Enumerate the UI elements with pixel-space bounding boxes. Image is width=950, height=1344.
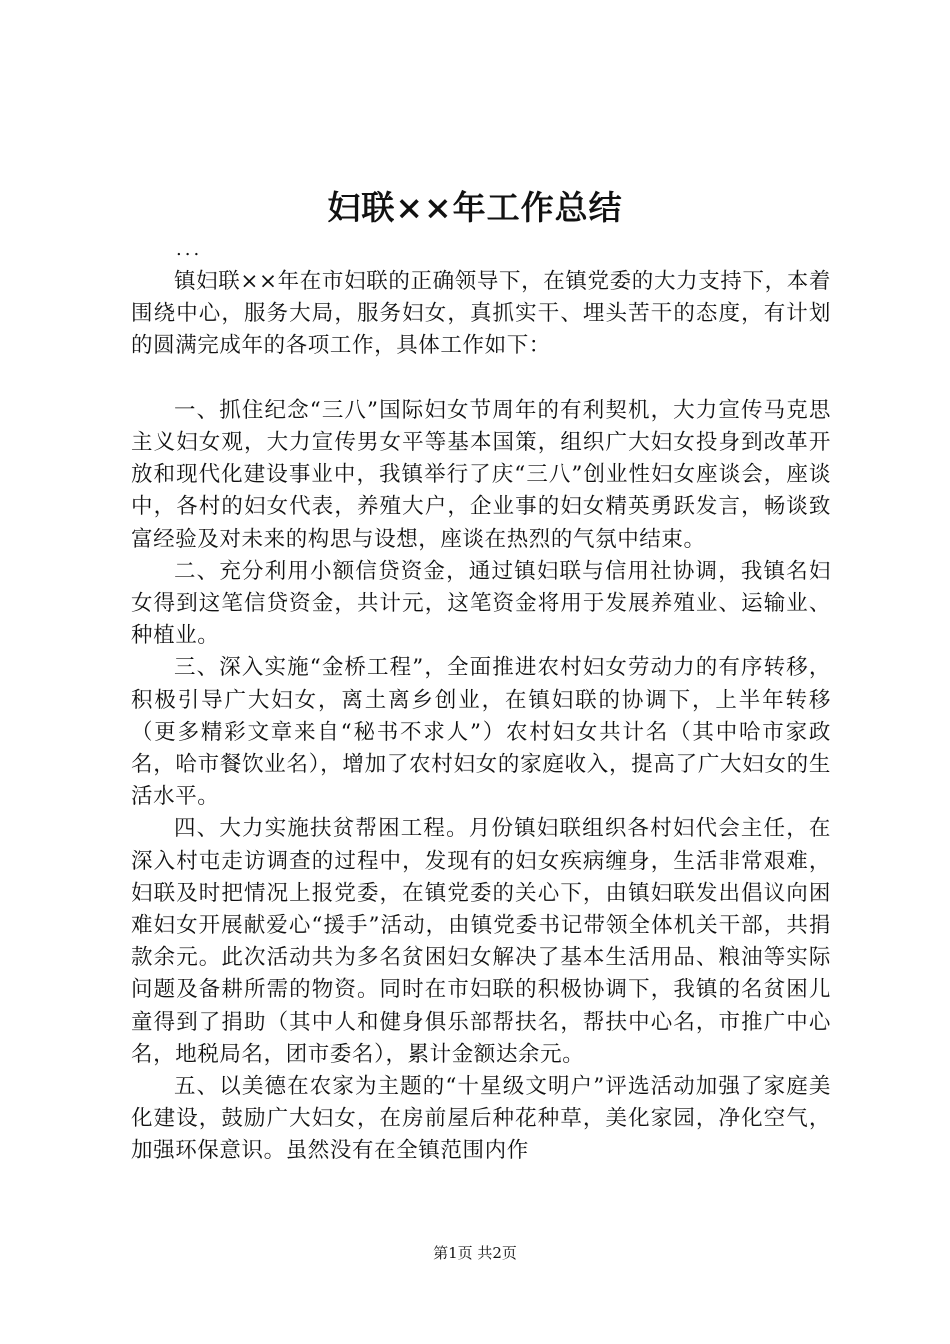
paragraph-section-1: 一、抓住纪念“三八”国际妇女节周年的有利契机，大力宣传马克思主义妇女观，大力宣传男女平等基本国策，组织广大妇女投身到改革开放和现代化建设事业中，我镇举行了庆“三八”创业性妇女座谈会，座谈中，各村的妇女代表，养殖大户，企业事的妇女精英勇跃发言，畅谈致富经验及对未来的构思与设想，座谈在热烈的气氛中结束。 — [131, 397, 831, 552]
ellipsis-marker: ... — [176, 239, 203, 260]
page-indicator: 第1页 共2页 — [433, 1244, 517, 1262]
document-body — [131, 266, 831, 1168]
paragraph-intro: 镇妇联××年在市妇联的正确领导下，在镇党委的大力支持下，本着围绕中心，服务大局，服务妇女，真抓实干、埋头苦干的态度，有计划的圆满完成年的各项工作，具体工作如下： — [131, 269, 831, 359]
paragraph-section-3: 三、深入实施“金桥工程”，全面推进农村妇女劳动力的有序转移，积极引导广大妇女，离土离乡创业，在镇妇联的协调下，上半年转移（更多精彩文章来自“秘书不求人”）农村妇女共计名（其中哈市家政名，哈市餐饮业名），增加了农村妇女的家庭收入，提高了广大妇女的生活水平。 — [131, 655, 831, 810]
document-title: 妇联××年工作总结 — [327, 188, 623, 227]
paragraph-spacer — [131, 363, 831, 395]
paragraph-section-5: 五、以美德在农家为主题的“十星级文明户”评选活动加强了家庭美化建设，鼓励广大妇女，在房前屋后种花种草，美化家园，净化空气，加强环保意识。虽然没有在全镇范围内作 — [131, 1074, 831, 1164]
paragraph-section-4: 四、大力实施扶贫帮困工程。月份镇妇联组织各村妇代会主任，在深入村屯走访调查的过程中，发现有的妇女疾病缠身，生活非常艰难，妇联及时把情况上报党委，在镇党委的关心下，由镇妇联发出倡议向困难妇女开展献爱心“援手”活动，由镇党委书记带领全体机关干部，共捐款余元。此次活动共为多名贫困妇女解决了基本生活用品、粮油等实际问题及备耕所需的物资。同时在市妇联的积极协调下，我镇的名贫困儿童得到了捐助（其中人和健身俱乐部帮扶名，帮扶中心名，市推广中心名，地税局名，团市委名），累计金额达余元。 — [131, 816, 831, 1067]
paragraph-section-2: 二、充分利用小额信贷资金，通过镇妇联与信用社协调，我镇名妇女得到这笔信贷资金，共计元，这笔资金将用于发展养殖业、运输业、种植业。 — [131, 558, 831, 649]
